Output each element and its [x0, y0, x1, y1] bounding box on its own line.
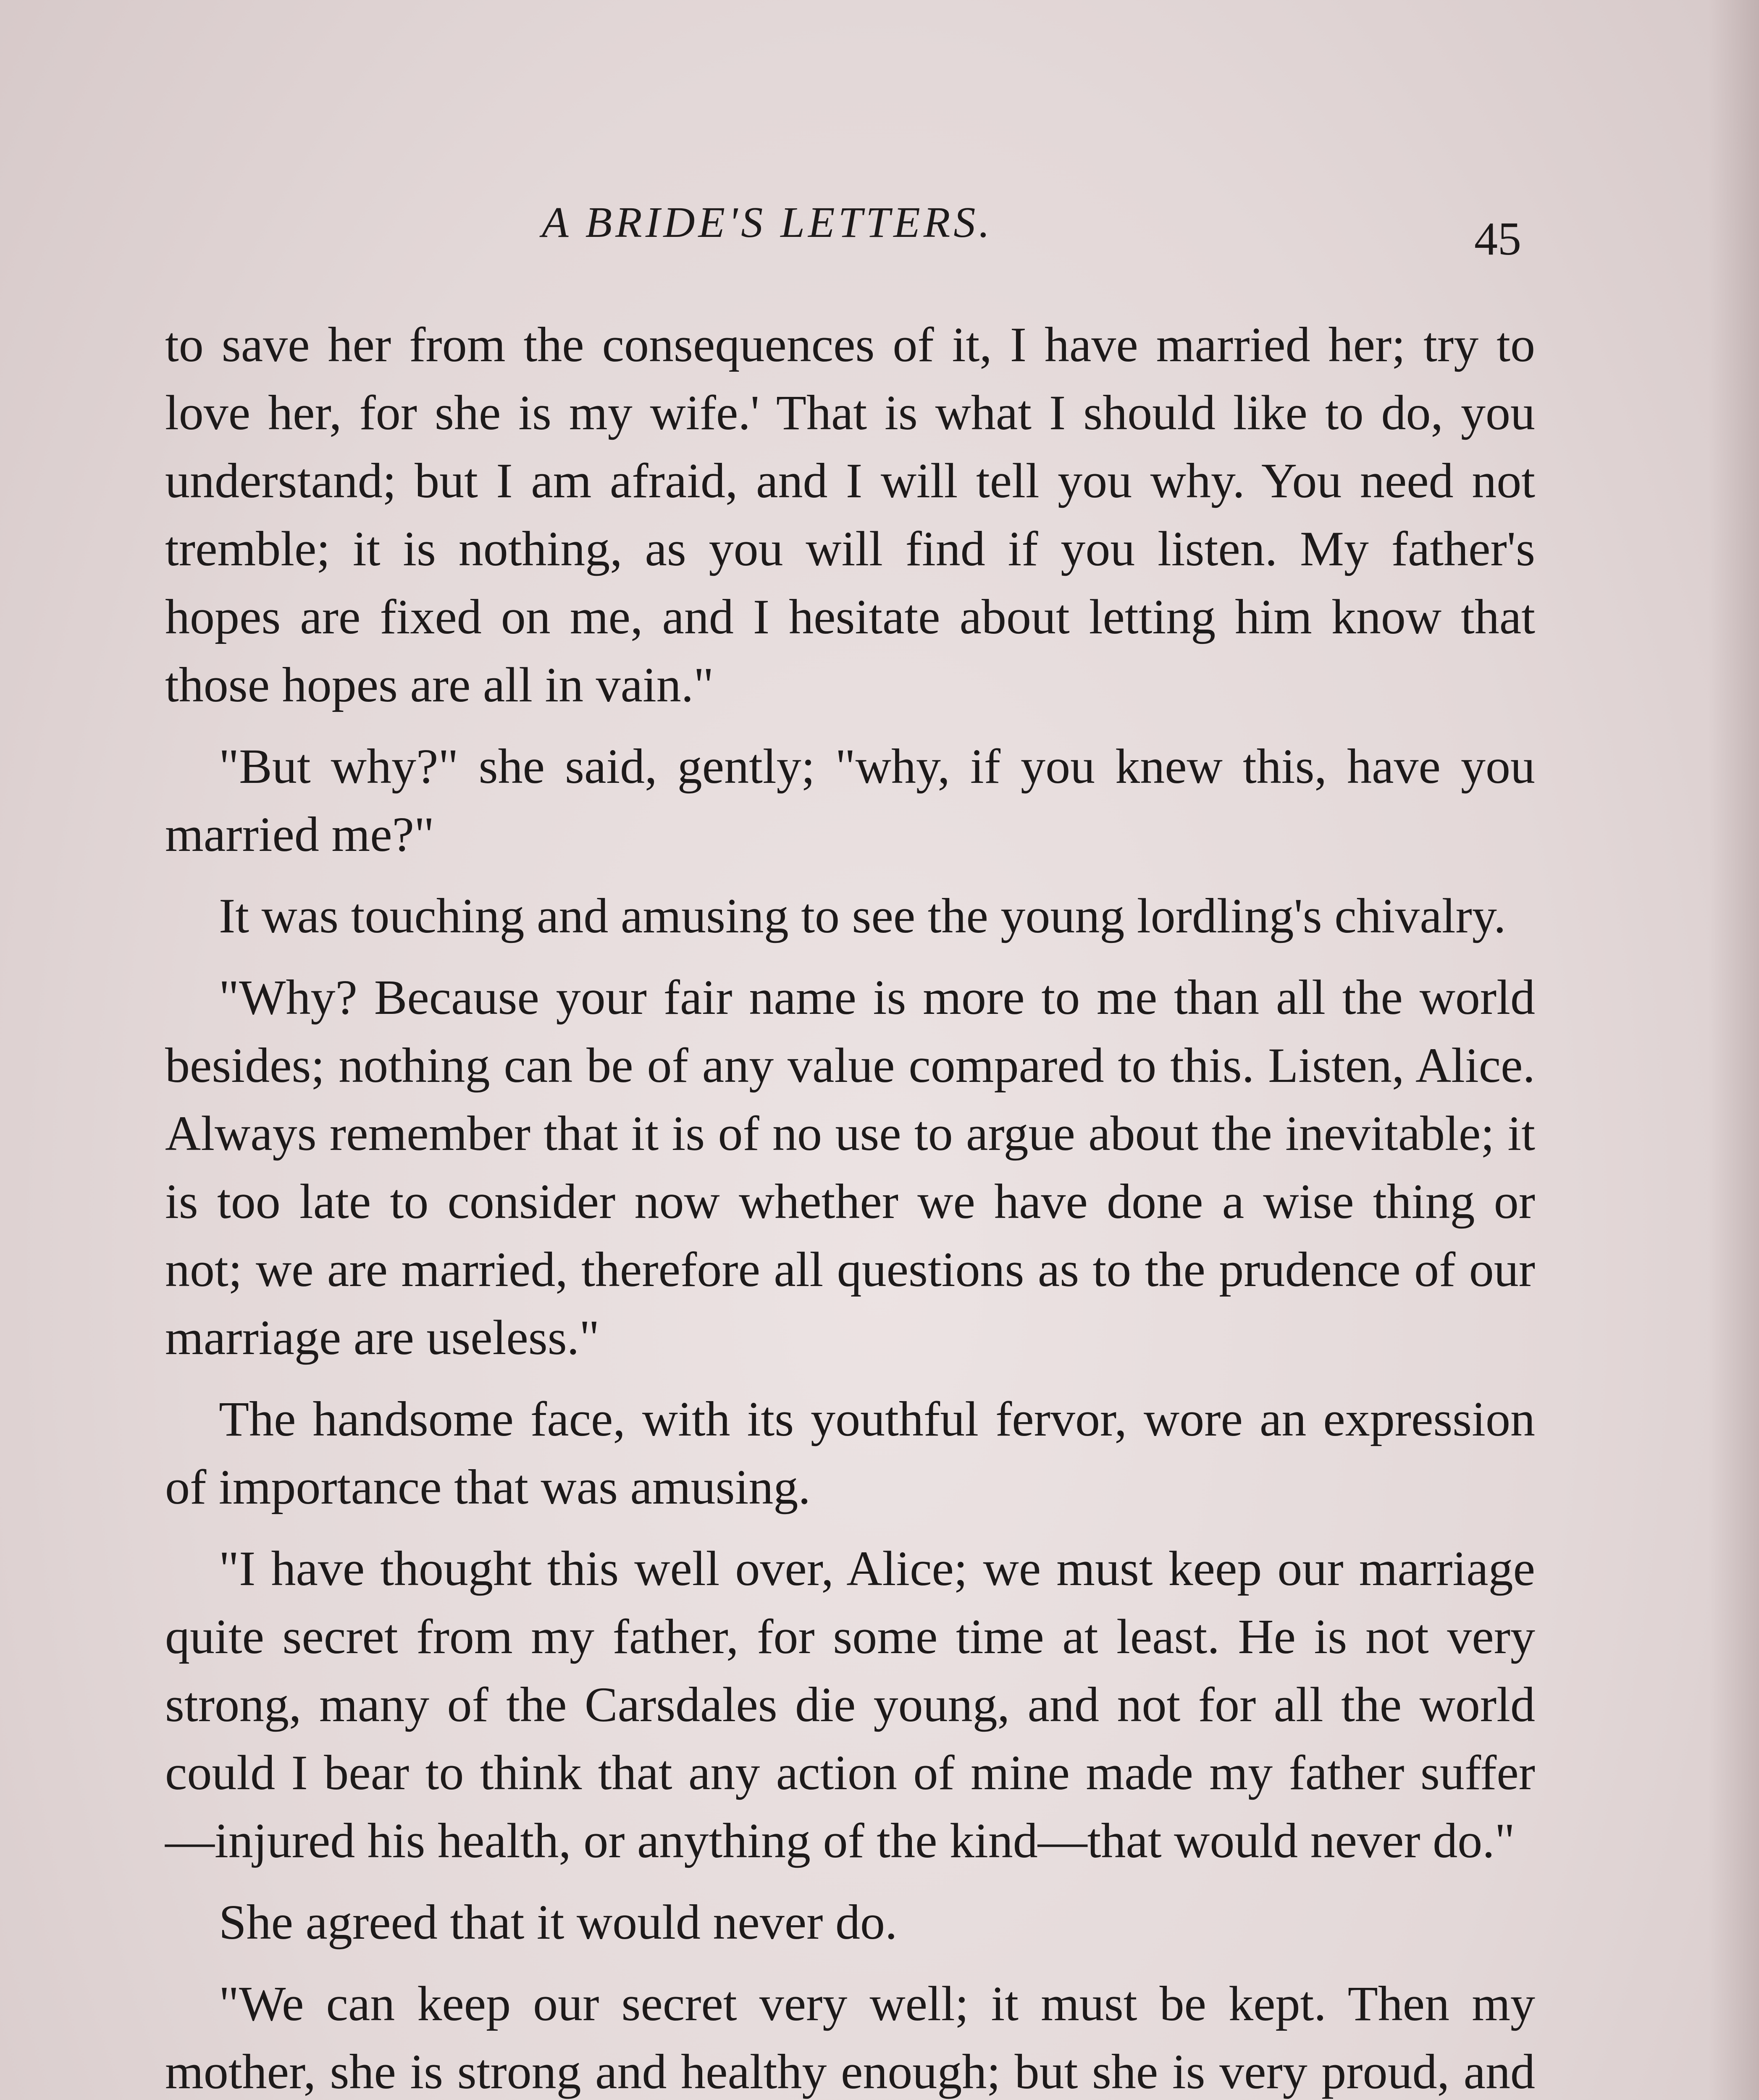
paragraph: "We can keep our secret very well; it must be kept. Then my mother, she is strong and healthy enough; but she is very proud, and: [165, 1976, 1535, 2099]
paragraph: "Why? Because your fair name is more to me than all the world besides; nothing can be of any value compared to this. Listen, Alice. Always remember that it is of no use to argue about the inevitable; it is too late to consider now whether we have done a wise thing or not; we are married, therefore all questions as to the prudence of our marriage are useless.": [165, 970, 1535, 1365]
paragraph: It was touching and amusing to see the young lordling's chivalry.: [219, 888, 1506, 943]
paragraph: "But why?" she said, gently; "why, if you knew this, have you married me?": [165, 739, 1535, 862]
running-title: A BRIDE'S LETTERS.: [542, 198, 993, 247]
page-number: 45: [1474, 213, 1521, 265]
paragraph: The handsome face, with its youthful fervor, wore an expression of importance that was amusing.: [165, 1391, 1535, 1515]
body-text: [165, 311, 1535, 2100]
paragraph: She agreed that it would never do.: [219, 1895, 898, 1950]
paragraph: to save her from the consequences of it, I have married her; try to love her, for she is my wife.' That is what I should like to do, you understand; but I am afraid, and I will tell you why. You need not tremble; it is nothing, as you will find if you listen. My father's hopes are fixed on me, and I hesitate about letting him know that those hopes are all in vain.": [165, 317, 1535, 712]
paragraph: "I have thought this well over, Alice; we must keep our marriage quite secret from my father, for some time at least. He is not very strong, many of the Carsdales die young, and not for all the world could I bear to think that any action of mine made my father suffer—injured his health, or anything of the kind—that would never do.": [165, 1541, 1535, 1868]
page-edge-shadow: [1709, 0, 1759, 2100]
